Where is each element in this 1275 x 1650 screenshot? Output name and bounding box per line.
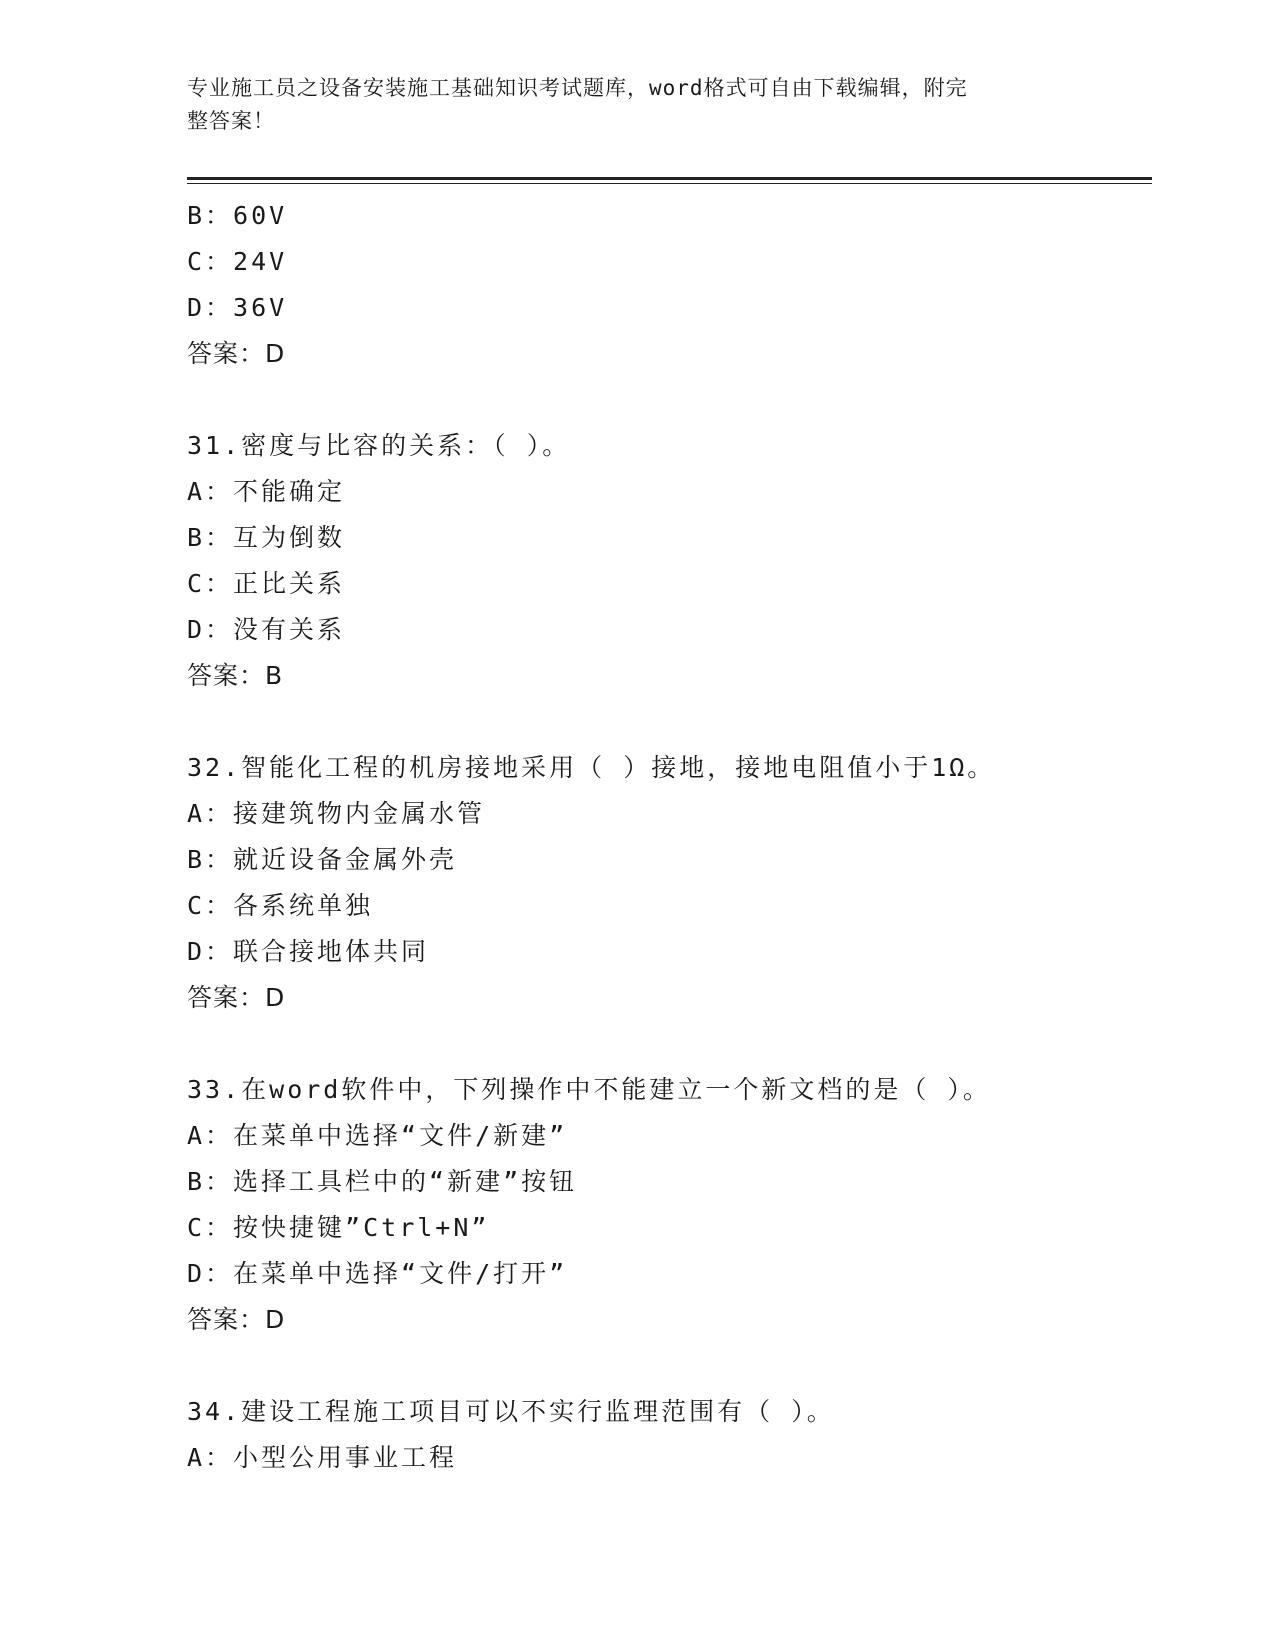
spacer: [187, 377, 1152, 423]
header-line-2: 整答案！: [187, 109, 275, 133]
option-d: D：没有关系: [187, 615, 346, 644]
spacer: [187, 1021, 1152, 1067]
question-34: [187, 1389, 1152, 1481]
spacer: [187, 699, 1152, 745]
question-stem: 34.建设工程施工项目可以不实行监理范围有（ ）。: [187, 1397, 835, 1426]
option-b: B：互为倒数: [187, 523, 346, 552]
spacer: [187, 1343, 1152, 1389]
option-c: C：按快捷键”Ctrl+N”: [187, 1213, 490, 1242]
document-header: [187, 72, 1067, 138]
answer-line: 答案：D: [187, 983, 286, 1012]
question-30-continued: [187, 193, 1152, 377]
option-c: C：24V: [187, 247, 288, 276]
header-divider-thin: [187, 183, 1152, 184]
question-33: [187, 1067, 1152, 1343]
option-a: A：不能确定: [187, 477, 346, 506]
option-d: D：联合接地体共同: [187, 937, 430, 966]
option-a: A：小型公用事业工程: [187, 1443, 458, 1472]
question-31: [187, 423, 1152, 699]
question-stem: 32.智能化工程的机房接地采用（ ）接地，接地电阻值小于1Ω。: [187, 753, 996, 782]
option-b: B：选择工具栏中的“新建”按钮: [187, 1167, 578, 1196]
option-d: D：在菜单中选择“文件/打开”: [187, 1259, 568, 1288]
header-divider-thick: [187, 177, 1152, 180]
question-32: [187, 745, 1152, 1021]
answer-line: 答案：D: [187, 1305, 286, 1334]
option-a: A：在菜单中选择“文件/新建”: [187, 1121, 568, 1150]
question-stem: 31.密度与比容的关系：（ ）。: [187, 431, 571, 460]
answer-line: 答案：B: [187, 661, 284, 690]
question-list: [187, 193, 1152, 1481]
option-b: B：60V: [187, 201, 288, 230]
answer-line: 答案：D: [187, 339, 286, 368]
option-a: A：接建筑物内金属水管: [187, 799, 486, 828]
option-d: D：36V: [187, 293, 288, 322]
question-stem: 33.在word软件中，下列操作中不能建立一个新文档的是（ ）。: [187, 1075, 991, 1104]
option-b: B：就近设备金属外壳: [187, 845, 458, 874]
option-c: C：正比关系: [187, 569, 346, 598]
header-line-1: 专业施工员之设备安装施工基础知识考试题库，word格式可自由下载编辑，附完: [187, 76, 968, 100]
option-c: C：各系统单独: [187, 891, 374, 920]
